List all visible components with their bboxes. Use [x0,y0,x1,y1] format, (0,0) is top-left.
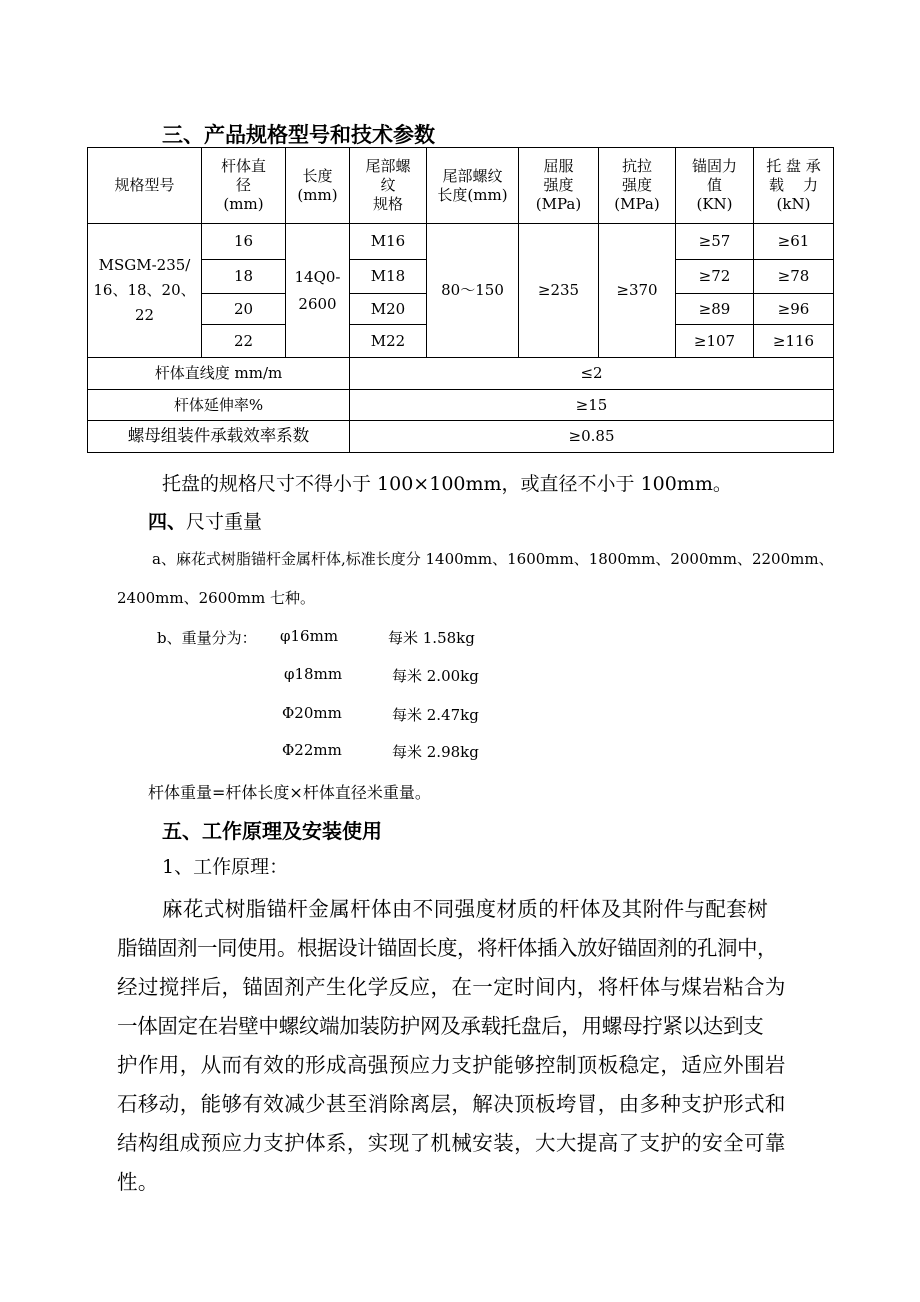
tray-cell: ≥116 [754,325,834,358]
paragraph-line: 护作用，从而有效的形成高强预应力支护能够控制顶板稳定，适应外围岩 [117,1053,786,1077]
header-yield: 屈服 强度 (MPa) [519,148,599,224]
anchor-cell: ≥107 [676,325,754,358]
diameter-cell: 22 [202,325,286,358]
weight-dia: Φ22mm [282,741,342,759]
section-5-subtitle: 1、工作原理： [162,856,289,878]
table-row [88,421,834,453]
paragraph-line: 脂锚固剂一同使用。根据设计锚固长度，将杆体插入放好锚固剂的孔洞中， [117,936,777,960]
section-4-b-label: b、重量分为： [157,629,257,647]
paragraph-line: 石移动，能够有效减少甚至消除离层，解决顶板垮冒，由多种支护形式和 [117,1092,786,1116]
table-header-row [88,148,834,224]
anchor-cell: ≥89 [676,294,754,325]
elongation-label: 杆体延伸率% [88,390,350,421]
straightness-value: ≤2 [350,358,834,390]
header-thread-length: 尾部螺纹 长度(mm) [427,148,519,224]
section-3-title: 三、产品规格型号和技术参数 [162,122,435,147]
paragraph-line: 经过搅拌后，锚固剂产生化学反应，在一定时间内，将杆体与煤岩粘合为 [117,975,786,999]
section-4-a-line1: a、麻花式树脂锚杆金属杆体,标准长度分 1400mm、1600mm、1800mm、2000mm、2200mm、 [152,550,834,568]
section-4-text: 尺寸重量 [186,511,263,533]
yield-cell: ≥235 [519,224,599,358]
tensile-cell: ≥370 [599,224,676,358]
thread-cell: M16 [350,224,427,260]
header-length: 长度 (mm) [286,148,350,224]
header-anchor: 锚固力 值 (KN) [676,148,754,224]
weight-dia: φ16mm [280,627,339,645]
weight-value: 每米 2.00kg [392,667,479,685]
table-row [88,358,834,390]
diameter-cell: 20 [202,294,286,325]
table-row [88,224,834,260]
weight-value: 每米 2.98kg [392,743,479,761]
paragraph-line: 麻花式树脂锚杆金属杆体由不同强度材质的杆体及其附件与配套树 [162,897,769,921]
paragraph-line: 性。 [117,1170,159,1194]
weight-dia: φ18mm [284,665,343,683]
efficiency-value: ≥0.85 [350,421,834,453]
header-diameter: 杆体直 径 (mm) [202,148,286,224]
model-cell: MSGM-235/ 16、18、20、 22 [88,224,202,358]
header-tray: 托 盘 承 载 力 (kN) [754,148,834,224]
anchor-cell: ≥72 [676,260,754,294]
table-row [88,390,834,421]
section-4-title [148,507,262,534]
header-tensile: 抗拉 强度 (MPa) [599,148,676,224]
thread-cell: M20 [350,294,427,325]
tray-note: 托盘的规格尺寸不得小于 100×100mm，或直径不小于 100mm。 [162,473,732,495]
weight-value: 每米 2.47kg [392,706,479,724]
thread-cell: M18 [350,260,427,294]
straightness-label: 杆体直线度 mm/m [88,358,350,390]
elongation-value: ≥15 [350,390,834,421]
diameter-cell: 18 [202,260,286,294]
paragraph-line: 一体固定在岩壁中螺纹端加装防护网及承载托盘后，用螺母拧紧以达到支 [117,1014,764,1038]
header-model: 规格型号 [88,148,202,224]
tray-cell: ≥96 [754,294,834,325]
diameter-cell: 16 [202,224,286,260]
weight-value: 每米 1.58kg [388,629,475,647]
efficiency-label: 螺母组装件承载效率系数 [88,421,350,453]
thread-cell: M22 [350,325,427,358]
section-4-a-line2: 2400mm、2600mm 七种。 [117,589,316,607]
anchor-cell: ≥57 [676,224,754,260]
paragraph-line: 结构组成预应力支护体系，实现了机械安装，大大提高了支护的安全可靠 [117,1131,786,1155]
weight-dia: Φ20mm [282,704,342,722]
thread-length-cell: 80～150 [427,224,519,358]
tray-cell: ≥78 [754,260,834,294]
length-cell: 14Q0- 2600 [286,224,350,358]
section-4-prefix: 四、 [148,511,187,533]
weight-formula: 杆体重量=杆体长度×杆体直径米重量。 [148,783,431,802]
tray-cell: ≥61 [754,224,834,260]
section-5-title: 五、工作原理及安装使用 [162,819,382,843]
header-thread-spec: 尾部螺 纹 规格 [350,148,427,224]
spec-table [87,147,834,453]
